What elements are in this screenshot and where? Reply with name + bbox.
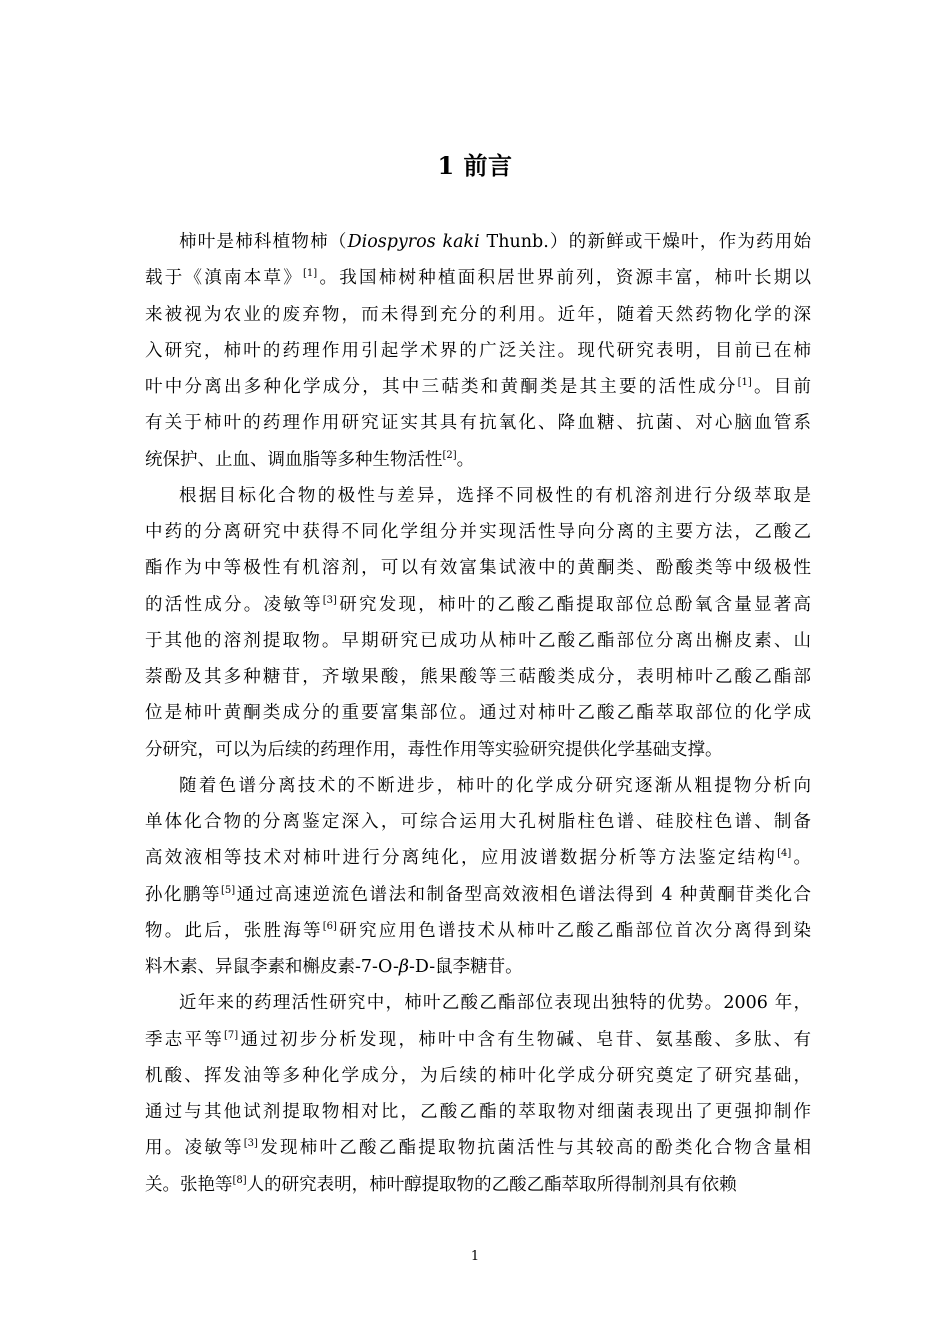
text-run: 通过高速逆流色谱法和制备型高效液相色谱法得到 4 种黄酮苷类化合	[235, 884, 811, 905]
citation-ref: [3]	[243, 1138, 258, 1150]
text-line	[145, 593, 811, 617]
text-run: 随着色谱分离技术的不断进步，柿叶的化学成分研究逐渐从粗提物分析向	[179, 775, 811, 796]
text-line	[145, 629, 811, 653]
text-line	[145, 738, 811, 762]
text-line	[145, 665, 811, 689]
text-line	[145, 919, 811, 943]
text-run: 统保护、止血、调血脂等多种生物活性	[145, 449, 443, 470]
text-run: 位是柿叶黄酮类成分的重要富集部位。通过对柿叶乙酸乙酯萃取部位的化学成	[145, 703, 811, 724]
text-line	[145, 846, 811, 870]
text-run: 近年来的药理活性研究中，柿叶乙酸乙酯部位表现出独特的优势。2006 年，	[179, 993, 811, 1014]
text-run: 研究应用色谱技术从柿叶乙酸乙酯部位首次分离得到染	[336, 920, 812, 941]
text-run: 来被视为农业的废弃物，而未得到充分的利用。近年，随着天然药物化学的深	[145, 304, 811, 325]
text-run: 季志平等	[145, 1029, 225, 1050]
text-line	[145, 1064, 811, 1088]
text-line	[145, 1028, 811, 1052]
text-run: 人的研究表明，柿叶醇提取物的乙酸乙酯萃取所得制剂具有依赖	[246, 1174, 737, 1195]
text-line	[145, 701, 811, 725]
citation-ref: [4]	[777, 848, 792, 860]
text-run: 萘酚及其多种糖苷，齐墩果酸，熊果酸等三萜酸类成分，表明柿叶乙酸乙酯部	[145, 667, 811, 687]
text-run: Thunb.）的新鲜或干燥叶，作为药用始	[479, 232, 812, 252]
text-run: 有关于柿叶的药理作用研究证实其具有抗氧化、降血糖、抗菌、对心脑血管系	[145, 413, 811, 434]
citation-ref: [1]	[303, 268, 318, 280]
text-run: 入研究，柿叶的药理作用引起学术界的广泛关注。现代研究表明，目前已在柿	[145, 340, 811, 361]
text-run: 高效液相等技术对柿叶进行分离纯化，应用波谱数据分析等方法鉴定结构	[145, 848, 778, 869]
text-run: 。目前	[751, 377, 812, 397]
citation-ref: [3]	[322, 594, 337, 606]
text-line	[145, 375, 811, 399]
text-run: 柿叶是柿科植物柿（	[179, 232, 348, 252]
text-run: 用。凌敏等	[145, 1138, 244, 1159]
text-line	[145, 266, 811, 290]
text-run: 机酸、挥发油等多种化学成分，为后续的柿叶化学成分研究奠定了研究基础，	[145, 1065, 811, 1086]
text-line	[145, 955, 811, 979]
citation-ref: [8]	[232, 1174, 247, 1186]
text-run: 关。张艳等	[145, 1174, 233, 1195]
text-line	[179, 484, 811, 508]
text-run: 分研究，可以为后续的药理作用，毒性作用等实验研究提供化学基础支撑。	[145, 739, 723, 760]
text-run: 根据目标化合物的极性与差异，选择不同极性的有机溶剂进行分级萃取是	[179, 485, 811, 506]
section-heading: 1 前言	[437, 151, 513, 180]
text-line	[145, 1100, 811, 1124]
italic-text: β	[398, 957, 409, 977]
text-run: 的活性成分。凌敏等	[145, 594, 323, 615]
text-line	[145, 520, 811, 544]
text-run: 。我国柿树种植面积居世界前列，资源丰富，柿叶长期以	[317, 268, 812, 289]
citation-ref: [6]	[322, 920, 337, 932]
citation-ref: [5]	[220, 884, 236, 896]
text-run: 通过初步分析发现，柿叶中含有生物碱、皂苷、氨基酸、多肽、有	[238, 1029, 812, 1050]
citation-ref: [2]	[442, 449, 457, 461]
text-line	[145, 556, 811, 580]
text-line	[145, 448, 811, 472]
text-line	[179, 230, 811, 254]
text-run: 通过与其他试剂提取物相对比，乙酸乙酯的萃取物对细菌表现出了更强抑制作	[145, 1102, 811, 1122]
text-run: 料木素、异鼠李素和槲皮素-7-O-	[145, 957, 399, 977]
text-run: 研究发现，柿叶的乙酸乙酯提取部位总酚氧含量显著高	[336, 594, 812, 615]
text-line	[145, 810, 811, 834]
text-line	[145, 411, 811, 435]
text-line	[179, 774, 811, 798]
text-run: 酯作为中等极性有机溶剂，可以有效富集试液中的黄酮类、酚酸类等中级极性	[145, 558, 811, 579]
text-line	[145, 303, 811, 327]
text-line	[145, 339, 811, 363]
text-run: 。	[791, 848, 812, 869]
page-number: 1	[470, 1249, 480, 1264]
text-line	[145, 883, 811, 907]
text-run: 孙化鹏等	[145, 884, 221, 905]
text-line	[145, 1173, 811, 1197]
text-line	[179, 991, 811, 1015]
text-run: 叶中分离出多种化学成分，其中三萜类和黄酮类是其主要的活性成分	[145, 377, 738, 397]
text-run: 单体化合物的分离鉴定深入，可综合运用大孔树脂柱色谱、硅胶柱色谱、制备	[145, 812, 811, 832]
text-run: 载于《滇南本草》	[145, 268, 304, 289]
text-run: -D-鼠李糖苷。	[409, 957, 523, 977]
text-run: 。	[456, 449, 475, 470]
text-run: 中药的分离研究中获得不同化学组分并实现活性导向分离的主要方法，乙酸乙	[145, 522, 811, 542]
text-run: 于其他的溶剂提取物。早期研究已成功从柿叶乙酸乙酯部位分离出槲皮素、山	[145, 630, 811, 651]
text-line	[145, 1136, 811, 1160]
text-run: 发现柿叶乙酸乙酯提取物抗菌活性与其较高的酚类化合物含量相	[257, 1138, 812, 1159]
text-run: 物。此后，张胜海等	[145, 920, 323, 941]
citation-ref: [7]	[224, 1029, 239, 1041]
citation-ref: [1]	[737, 377, 752, 388]
italic-text: Diospyros kaki	[347, 232, 480, 252]
